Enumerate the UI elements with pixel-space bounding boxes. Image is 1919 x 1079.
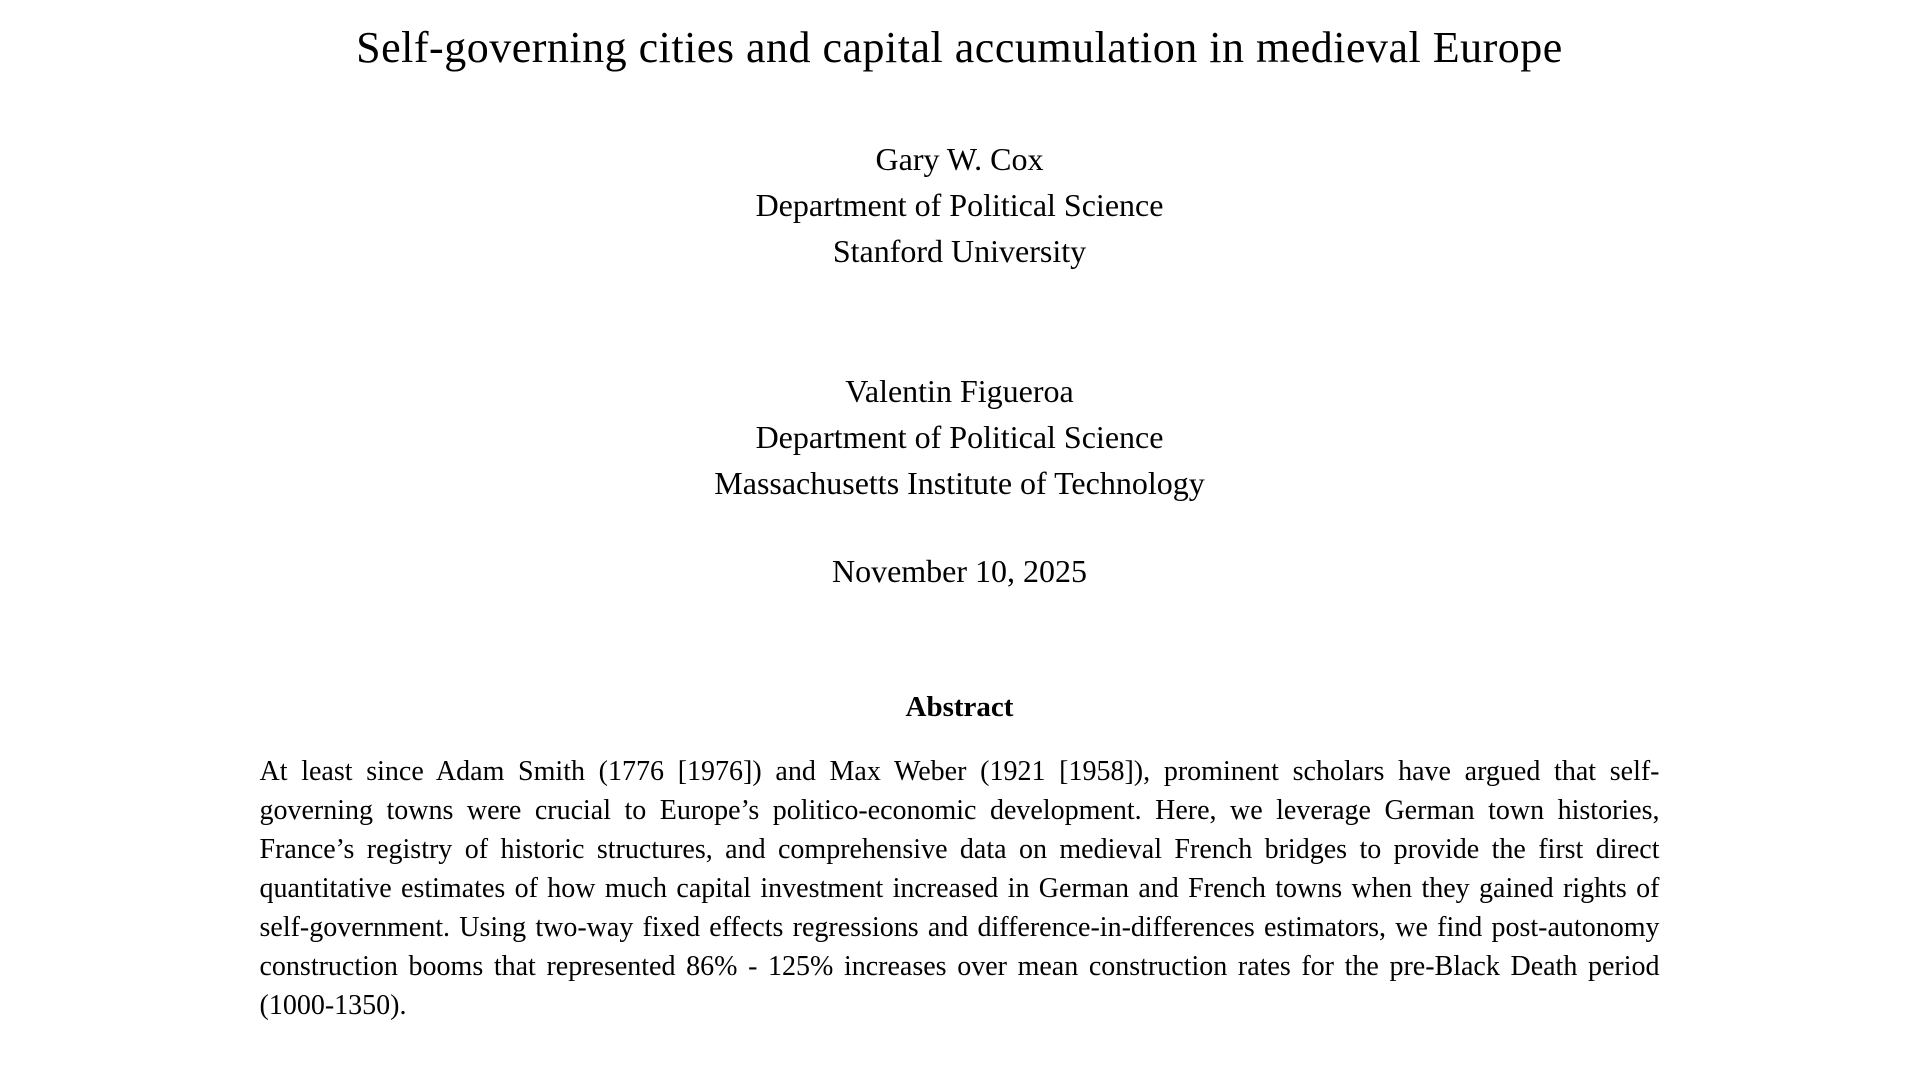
author-1-department: Department of Political Science — [755, 187, 1164, 223]
paper-title: Self-governing cities and capital accumulation in medieval Europe — [356, 23, 1563, 72]
abstract-section — [260, 690, 1660, 1025]
paper-date: November 10, 2025 — [831, 553, 1088, 589]
author-1-name: Gary W. Cox — [875, 141, 1044, 177]
abstract-text: At least since Adam Smith (1776 [1976]) and Max Weber (1921 [1958]), prominent scholars have argued that self-governing towns were crucial to Europe’s politico-economic development. Here, we leverage German town histories, France’s registry of historic structures, and comprehensive data on medieval French bridges to provide the first direct quantitative estimates of how much capital investment increased in German and French towns when they gained rights of self-government. Using two-way fixed effects regressions and difference-in-differences estimators, we find post-autonomy construction booms that represented 86% - 125% increases over mean construction rates for the pre-Black Death period (1000-1350). — [259, 756, 1660, 1021]
author-2-name: Valentin Figueroa — [845, 373, 1074, 409]
author-block-2 — [0, 368, 1919, 506]
abstract-heading: Abstract — [905, 691, 1014, 723]
author-1-institution: Stanford University — [832, 233, 1087, 269]
author-2-institution: Massachusetts Institute of Technology — [714, 465, 1205, 501]
author-block-1 — [0, 136, 1919, 274]
author-2-department: Department of Political Science — [755, 419, 1164, 455]
